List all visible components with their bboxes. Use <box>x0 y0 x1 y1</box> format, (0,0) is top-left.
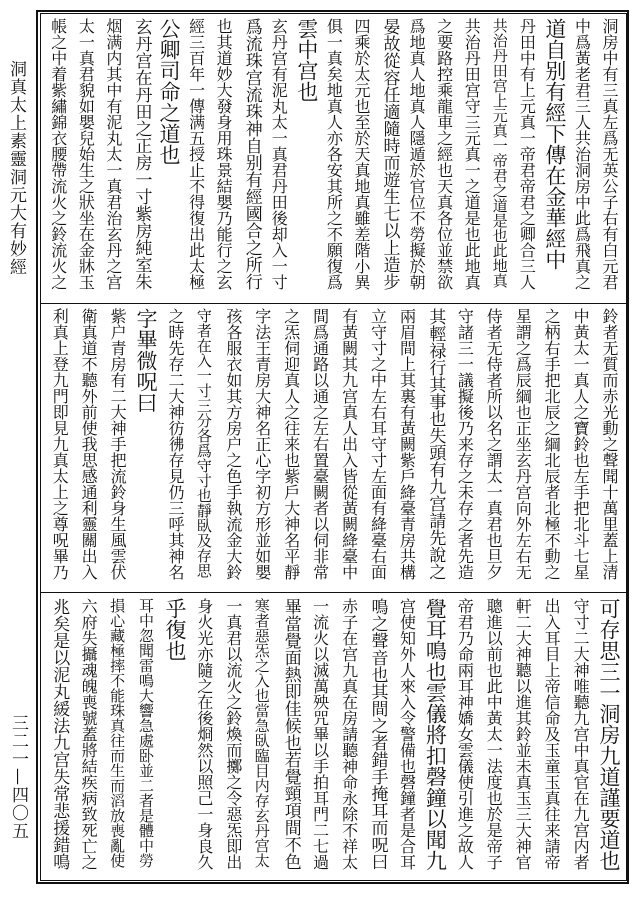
text-column: 出入耳目上帝信命及玉童玉真往来請帝 <box>542 598 562 870</box>
text-column: 星謂之爲辰綱也正坐玄丹宫向外左右无 <box>513 308 533 580</box>
text-column: 帝君乃命兩耳神嬌女雲儀使引進之故人 <box>455 598 475 870</box>
text-column: 中爲黃老君三人共治洞房中此爲飛真之 <box>572 18 592 290</box>
text-column: 覺耳鳴也雲儀將扣磬鐘以聞九 <box>423 598 448 871</box>
text-column: 玄丹宫在丹田之正房一寸紫房純室朱 <box>131 18 152 290</box>
text-column: 晏故從容任適隨時而遊生七以上造步 <box>379 18 400 290</box>
text-column: 之要路控乘龍車之經也天真各位並禁欲 <box>434 18 454 290</box>
text-column: 宫使知外人來入令警備也磬鐘者是合耳 <box>397 598 417 870</box>
text-column: 道自别有經下傳在金華經中 <box>542 18 567 270</box>
text-column: 乎復也 <box>162 598 187 661</box>
text-column: 共治丹田宫守三元真一之道是也此地真 <box>462 18 482 290</box>
text-column: 耳中忽聞雷鳴大響急處卧並二者是體中勞 <box>137 598 155 868</box>
text-column: 赤子在宫九真在房請聽神命永除不祥太 <box>339 598 359 870</box>
text-column: 一真君以流火之鈴煥而擲之令惡炁即出 <box>223 598 243 870</box>
text-column: 守者在入一寸三分各爲守寸也靜臥及存思 <box>194 308 213 578</box>
text-column: 俱一真矣地真人亦各安其所之不願復爲 <box>324 18 344 290</box>
text-column: 烟满内其中有泥丸太一真君治玄丹之宫 <box>103 18 123 290</box>
text-column: 鳴之聲音也其間之者錯手掩耳而呪曰 <box>367 598 388 870</box>
text-column: 字法王青房大神名正心字初方形並如嬰 <box>252 308 272 580</box>
text-column: 軒二大神聽以進其鈴並未真玉三大神官 <box>513 598 533 870</box>
text-panel-middle <box>44 308 623 588</box>
text-column: 雲中宫也 <box>294 18 319 102</box>
text-column: 守諸三一議擬後乃来存之未存之者先造 <box>455 308 475 580</box>
text-column: 鈴者无質而赤光動之聲聞十萬里蓋上清 <box>600 308 619 580</box>
text-column: 寒者惡炁之入也當急臥臨目内存玄丹宫太 <box>252 598 271 868</box>
panel-divider-bottom <box>40 592 627 593</box>
text-column: 太一真君貌如嬰兒始生之狀坐在金牀玉 <box>76 18 96 290</box>
panel-divider-top <box>40 303 627 304</box>
text-column: 聰進以前也此中黃太一法度也於是帝子 <box>484 598 504 870</box>
text-column: 兩眉間上其裏有黃闕紫戶絳臺青房共構 <box>397 308 417 580</box>
text-column: 六府失攝魂魄喪號蓋將結疾病致死亡之 <box>79 598 99 870</box>
text-column: 守寸二大神唯聽九宫中真官在九宫内者 <box>571 598 591 870</box>
text-column: 兆矣是以泥丸緩法九宫失常悲援錯鳴 <box>49 598 70 870</box>
text-column: 侍者无侍者所以名之謂太一真君也旦夕 <box>484 308 504 580</box>
text-column: 孩各服衣如其方房户之色手執流金大鈴 <box>223 308 243 580</box>
text-column: 字畢微呪曰 <box>134 308 158 413</box>
text-column: 紫户青房有二大神手把流鈴身生風雲伏 <box>108 308 128 580</box>
text-column: 一流火以滅萬殃咒畢以手拍耳門二七過 <box>310 598 330 870</box>
text-column: 爲地真人地真人隱遁於官位不勞擬於朝 <box>407 18 427 290</box>
text-column: 帳之中着紫繡錦衣腰帶流火之鈴流火之 <box>48 18 68 290</box>
text-column: 之柄右手把北辰之綱北辰者北極不動之 <box>542 308 562 580</box>
text-column: 可存思三一洞房九道謹要道也 <box>597 598 621 871</box>
page-number-margin: 三二一—四〇五 <box>8 714 28 840</box>
text-column: 之炁伺迎真人之往来也紫戶大神名平靜 <box>281 308 301 580</box>
text-column: 四乘於太元也至於天真地真雖差階小異 <box>351 18 371 290</box>
text-column: 丹田中有上元真一帝君帝君之卿合三人 <box>517 18 537 290</box>
text-column: 公卿司命之道也 <box>157 18 181 165</box>
text-column: 立守寸之中左右耳守寸左面有絳臺右面 <box>368 308 388 580</box>
text-column: 有黃闕其九宫真人出入皆從黃闕絳臺中 <box>339 308 359 580</box>
text-column: 中黃太一真人之寶鈴也左手把北斗七星 <box>571 308 591 580</box>
text-panel-upper <box>44 18 623 300</box>
text-column: 玄丹宫有泥丸太一真君丹田後却入一寸 <box>269 18 289 290</box>
text-column: 爲流珠宫流珠神自别有經國合之所行 <box>241 18 262 290</box>
text-column: 經三百年一傳满五授止不得復出此太極 <box>186 18 206 290</box>
text-column: 畢當覺面熱即佳候也若覺頸項間不色 <box>280 598 301 870</box>
text-column: 其輕禄行其事也失頭有九宫請先說之 <box>425 308 446 580</box>
text-column: 損心藏極摔不能珠真往而生而滔放喪亂使 <box>108 598 127 868</box>
sutra-title-margin: 洞真太上素靈洞元大有妙經 <box>6 60 26 276</box>
text-column: 間爲通路以通之左右置臺闕者以伺非常 <box>310 308 330 580</box>
text-column: 身火光亦隨之在後烱然以照己一身良久 <box>194 598 214 870</box>
text-column: 共治丹田宫上元真一帝君之道是也此地真 <box>490 18 509 288</box>
text-column: 利真上登九門即見九真太上之尊呪畢乃 <box>50 308 70 580</box>
text-column: 洞房中有三真左爲无英公子右有白元君 <box>600 18 619 290</box>
text-column: 衛真道不聽外前使我思感通利靈關出入 <box>79 308 99 580</box>
text-column: 之時先存二大神彷彿存見仍三呼其神名 <box>165 308 185 580</box>
text-panel-lower <box>44 598 623 880</box>
text-column: 也其道妙大發身用珠景結嬰乃能行之玄 <box>214 18 234 290</box>
